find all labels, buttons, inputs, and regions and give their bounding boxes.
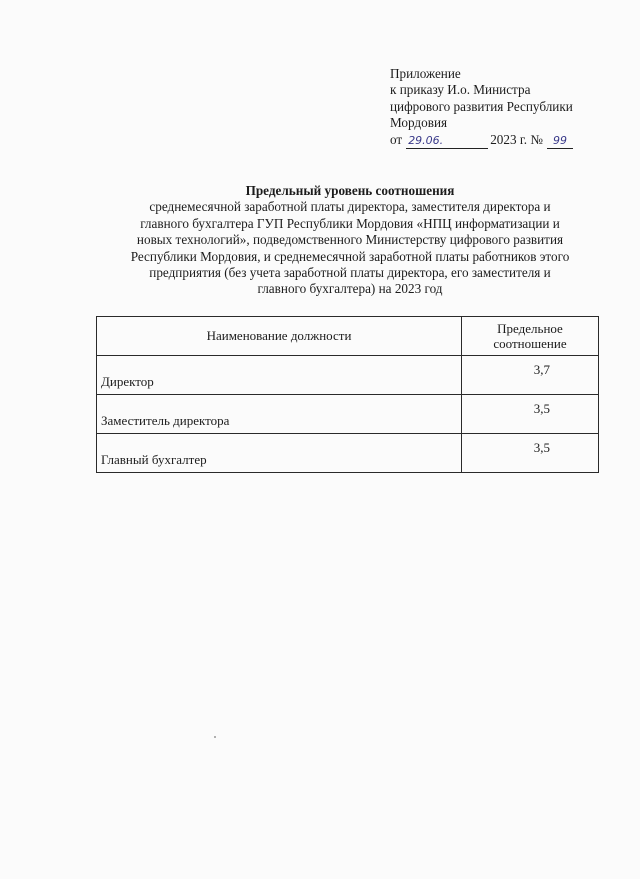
annex-line: Приложение bbox=[390, 66, 461, 81]
annex-line: цифрового развития Республики bbox=[390, 98, 573, 114]
document-title bbox=[92, 183, 608, 298]
annex-line: Мордовия bbox=[390, 115, 448, 131]
position-cell: Заместитель директора bbox=[97, 395, 462, 434]
annex-header bbox=[390, 66, 573, 149]
header-ratio-line: соотношение bbox=[493, 336, 567, 351]
title-line: предприятия (без учета заработной платы директора, его заместителя и bbox=[149, 265, 551, 281]
handwritten-date: 29.06. bbox=[406, 134, 488, 149]
header-ratio-line: Предельное bbox=[497, 321, 563, 336]
annex-line: к приказу И.о. Министра bbox=[390, 82, 531, 98]
header-ratio bbox=[462, 317, 599, 356]
ratio-table bbox=[96, 316, 599, 473]
title-line: среднемесячной заработной платы директора, заместителя директора и bbox=[149, 199, 551, 215]
title-line: главного бухгалтера ГУП Республики Мордовия «НПЦ информатизации и bbox=[140, 215, 560, 231]
scan-speck bbox=[214, 736, 216, 738]
title-line: главного бухгалтера) на 2023 год bbox=[257, 281, 443, 297]
table-header-row bbox=[97, 317, 599, 356]
header-position: Наименование должности bbox=[97, 317, 462, 356]
date-prefix: от bbox=[390, 131, 403, 147]
ratio-cell: 3,7 bbox=[462, 356, 599, 395]
ratio-cell: 3,5 bbox=[462, 434, 599, 473]
title-heading: Предельный уровень соотношения bbox=[245, 183, 455, 198]
handwritten-order-number: 99 bbox=[547, 134, 573, 149]
annex-date-line bbox=[390, 132, 573, 149]
title-line: новых технологий», подведомственного Министерству цифрового развития bbox=[136, 232, 564, 248]
title-line: Республики Мордовия, и среднемесячной заработной платы работников этого bbox=[130, 248, 570, 264]
table-row bbox=[97, 395, 599, 434]
table-row bbox=[97, 356, 599, 395]
ratio-cell: 3,5 bbox=[462, 395, 599, 434]
table-row bbox=[97, 434, 599, 473]
position-cell: Директор bbox=[97, 356, 462, 395]
year-number-label: 2023 г. № bbox=[490, 131, 543, 147]
position-cell: Главный бухгалтер bbox=[97, 434, 462, 473]
